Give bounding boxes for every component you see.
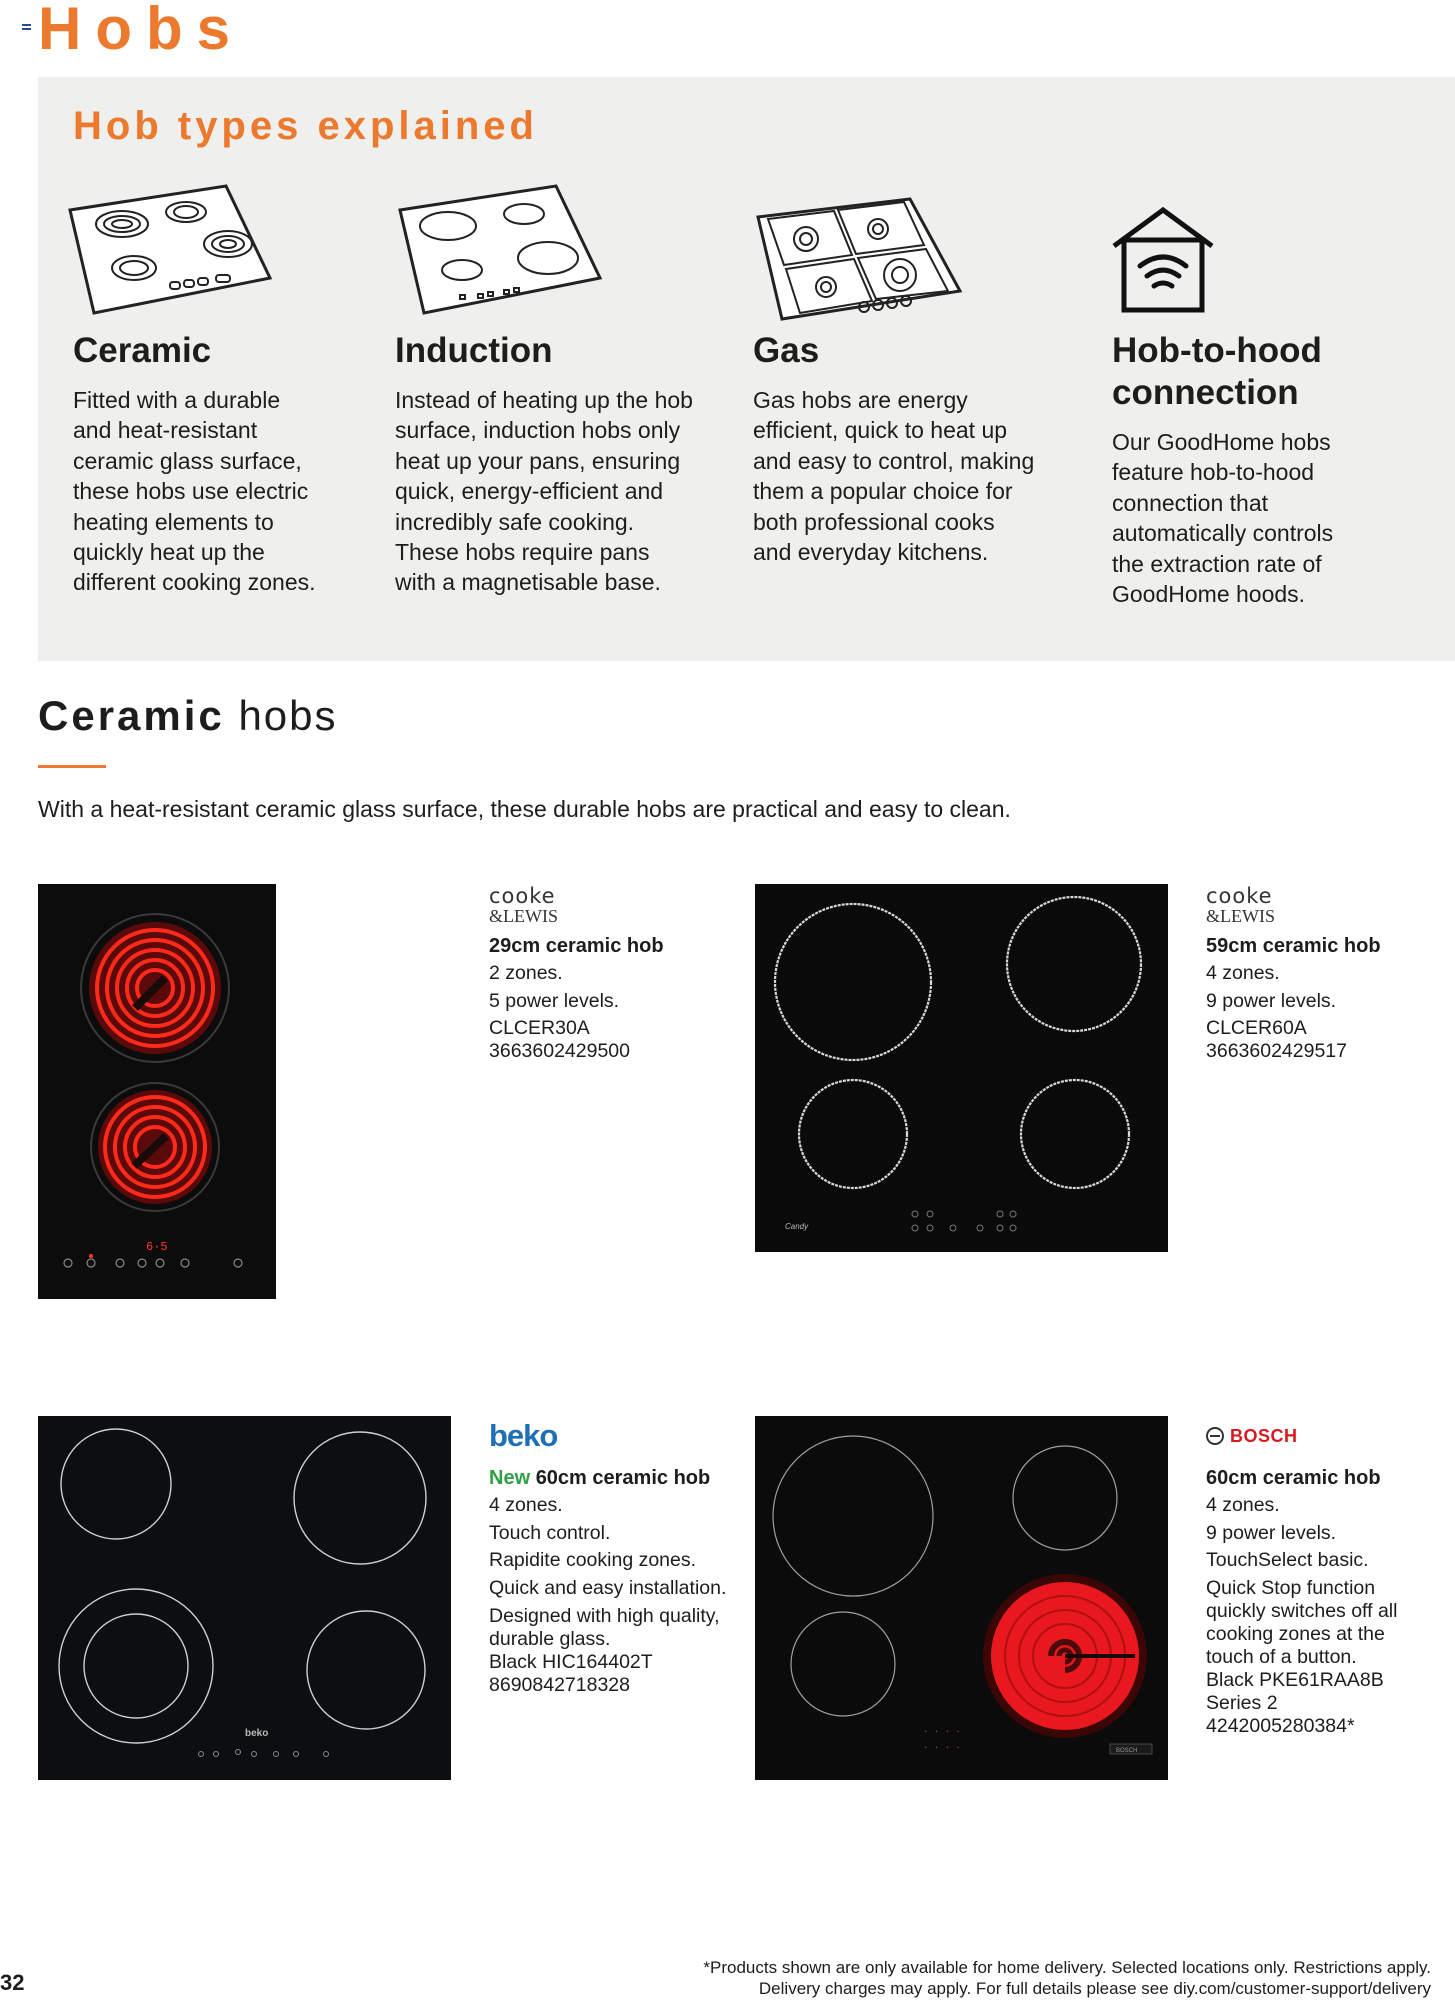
heading-line: connection (1112, 373, 1299, 412)
product-name[interactable]: 59cm ceramic hob (1206, 935, 1381, 957)
menu-icon[interactable] (22, 24, 31, 30)
desc-line: Gas hobs are energy (753, 387, 968, 413)
spec-line: Touch control. (489, 1521, 611, 1544)
section-intro: With a heat-resistant ceramic glass surface, these durable hobs are practical and easy to clean. (38, 796, 1011, 822)
section-divider (38, 765, 106, 768)
desc-line: GoodHome hoods. (1112, 581, 1306, 608)
brand-logo-cooke-lewis (1206, 886, 1275, 926)
desc-line: heating elements to (73, 508, 274, 535)
section-title (38, 692, 338, 740)
brand-logo-bottom: &LEWIS (489, 906, 558, 926)
spec-line: quickly switches off all (1206, 1600, 1398, 1622)
desc-line: these hobs use electric (73, 478, 309, 505)
spec-line: Quick Stop function (1206, 1577, 1376, 1599)
product-barcode: 3663602429517 (1206, 1040, 1347, 1062)
desc-line: incredibly safe cooking. (395, 508, 635, 535)
desc-line: them a popular choice for (753, 478, 1013, 505)
spec-line: 9 power levels. (1206, 1521, 1337, 1544)
product-specs (1206, 960, 1336, 1015)
product-code: Black HIC164402T (489, 1651, 653, 1673)
heading-line: Hob-to-hood (1112, 331, 1322, 370)
product-name-text: 60cm ceramic hob (535, 1467, 711, 1489)
product-barcode: 4242005280384* (1206, 1715, 1355, 1737)
hob-to-hood-heading (1112, 330, 1322, 414)
spec-line: Designed with high quality, (489, 1605, 720, 1627)
svg-text:· · · ·: · · · · (923, 1743, 961, 1753)
spec-line: TouchSelect basic. (1206, 1549, 1369, 1571)
footnote-line: *Products shown are only available for home delivery. Selected locations only. Restrictions apply. (703, 1958, 1431, 1977)
hob-brand-mark: Candy (785, 1222, 809, 1231)
desc-line: the extraction rate of (1112, 550, 1322, 577)
desc-line: and easy to control, making (753, 447, 1035, 474)
gas-type-description (753, 385, 1034, 567)
hob-brand-mark: BOSCH (1116, 1748, 1138, 1754)
brand-logo-bosch (1206, 1426, 1298, 1447)
hob-display-readout: 6·5 (146, 1240, 168, 1254)
delivery-footnote (703, 1957, 1431, 1999)
bosch-armature-icon (1206, 1427, 1224, 1445)
ceramic-type-description (73, 385, 316, 598)
spec-line: 4 zones. (1206, 1494, 1280, 1516)
page-number: 32 (0, 1970, 25, 1995)
product-name[interactable] (489, 1465, 710, 1491)
spec-line: touch of a button. (1206, 1646, 1357, 1668)
new-badge: New (489, 1467, 531, 1489)
ceramic-type-heading: Ceramic (73, 331, 212, 370)
ceramic-hob-icon (66, 182, 274, 322)
product-details (489, 1605, 720, 1697)
desc-line: efficient, quick to heat up (753, 417, 1008, 444)
product-specs (1206, 1492, 1369, 1575)
brand-logo-top: cooke (489, 884, 556, 908)
spec-line: Quick and easy installation. (489, 1576, 727, 1599)
product-codes (1206, 1017, 1347, 1063)
product-code: CLCER30A (489, 1017, 590, 1039)
spec-line: 4 zones. (1206, 962, 1280, 984)
brand-logo-bottom: &LEWIS (1206, 906, 1275, 926)
spec-line: 4 zones. (489, 1494, 563, 1516)
desc-line: connection that (1112, 489, 1269, 516)
spec-line: Rapidite cooking zones. (489, 1549, 697, 1571)
brand-logo-beko: beko (489, 1418, 558, 1453)
desc-line: and everyday kitchens. (753, 539, 989, 566)
desc-line: feature hob-to-hood (1112, 459, 1315, 486)
induction-type-description (395, 385, 693, 598)
hob-brand-mark: beko (245, 1728, 269, 1739)
induction-type-heading: Induction (395, 331, 553, 370)
product-image-bosch-hob[interactable] (755, 1416, 1168, 1780)
desc-line: These hobs require pans (395, 539, 650, 566)
section-title-rest: hobs (238, 692, 338, 739)
product-name[interactable]: 29cm ceramic hob (489, 935, 664, 957)
brand-logo-cooke-lewis (489, 886, 558, 926)
product-barcode: 8690842718328 (489, 1674, 630, 1696)
desc-line: both professional cooks (753, 508, 995, 535)
product-barcode: 3663602429500 (489, 1040, 630, 1062)
product-image-beko-hob[interactable] (38, 1416, 451, 1780)
gas-type-heading: Gas (753, 331, 820, 370)
section-title-bold: Ceramic (38, 692, 225, 739)
svg-text:· · · ·: · · · · (923, 1727, 961, 1737)
desc-line: with a magnetisable base. (395, 569, 661, 596)
spec-line: durable glass. (489, 1628, 611, 1650)
desc-line: surface, induction hobs only (395, 417, 681, 444)
footnote-line: Delivery charges may apply. For full details please see diy.com/customer-support/delivery (758, 1979, 1431, 1998)
spec-line: cooking zones at the (1206, 1623, 1385, 1645)
product-code: CLCER60A (1206, 1017, 1307, 1039)
product-details (1206, 1577, 1397, 1738)
page-title: Hobs (38, 0, 244, 62)
spec-line: 2 zones. (489, 962, 563, 984)
desc-line: quick, energy-efficient and (395, 478, 664, 505)
desc-line: Fitted with a durable (73, 387, 281, 413)
brand-logo-text: BOSCH (1230, 1426, 1298, 1446)
product-series: Series 2 (1206, 1692, 1278, 1714)
home-wifi-icon (1110, 206, 1216, 319)
product-image-29cm-hob[interactable] (38, 884, 276, 1299)
product-image-59cm-hob[interactable] (755, 884, 1168, 1252)
desc-line: Our GoodHome hobs (1112, 429, 1331, 455)
product-codes (489, 1017, 630, 1063)
hob-to-hood-description (1112, 427, 1333, 609)
spec-line: 9 power levels. (1206, 989, 1337, 1012)
product-code: Black PKE61RAA8B (1206, 1669, 1384, 1691)
desc-line: heat up your pans, ensuring (395, 447, 681, 474)
desc-line: quickly heat up the (73, 539, 265, 566)
desc-line: automatically controls (1112, 520, 1334, 547)
gas-hob-icon (754, 195, 964, 330)
product-specs (489, 1492, 726, 1602)
induction-hob-icon (396, 182, 604, 322)
product-specs (489, 960, 619, 1015)
desc-line: different cooking zones. (73, 569, 316, 596)
desc-line: ceramic glass surface, (73, 447, 302, 474)
desc-line: and heat-resistant (73, 417, 258, 444)
spec-line: 5 power levels. (489, 989, 620, 1012)
desc-line: Instead of heating up the hob (395, 387, 693, 413)
brand-logo-top: cooke (1206, 884, 1273, 908)
hob-types-title: Hob types explained (73, 104, 538, 148)
product-name[interactable]: 60cm ceramic hob (1206, 1467, 1381, 1489)
